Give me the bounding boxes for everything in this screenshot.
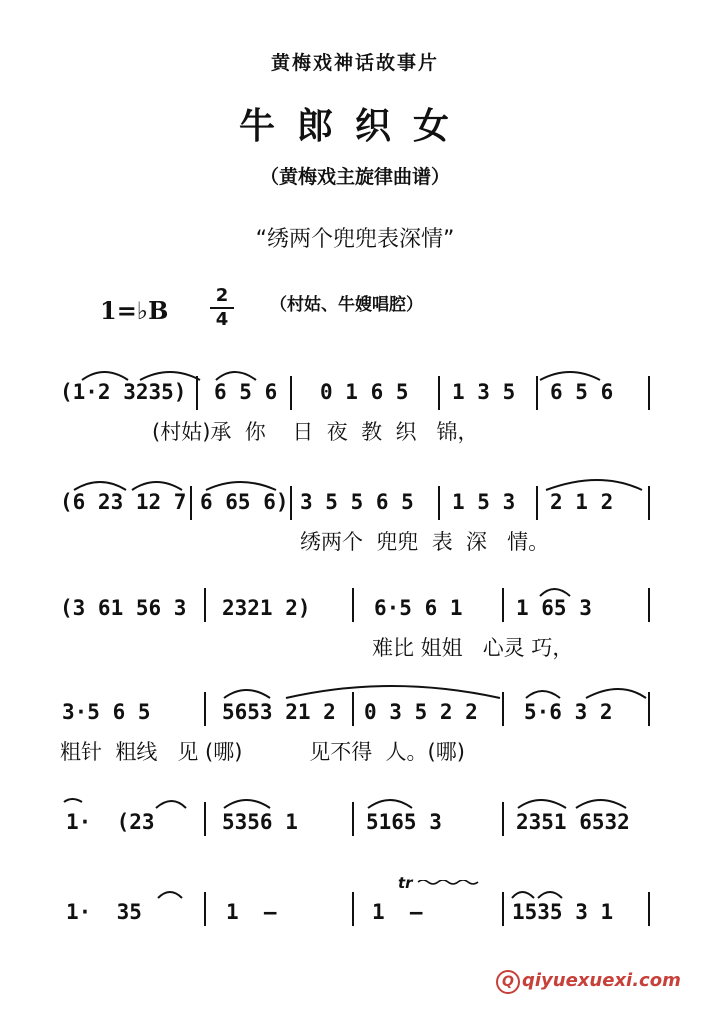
measure: 6·5 6 1 — [374, 596, 463, 620]
series-heading: 黄梅戏神话故事片 — [270, 52, 439, 74]
song-title: “绣两个兜兜表深情” — [255, 227, 455, 252]
slur-marks — [70, 474, 670, 494]
opera-title: 牛郎织女 — [238, 106, 471, 147]
measure: (3 61 56 3 — [60, 596, 187, 620]
measure: 5165 3 — [366, 810, 442, 834]
trill-mark: tr — [398, 874, 413, 892]
score-subtitle: （黄梅戏主旋律曲谱） — [259, 166, 450, 188]
measure: 1535 3 1 — [512, 900, 614, 924]
measure: 0 1 6 5 — [320, 380, 409, 404]
measure: 6 5 6 — [550, 380, 614, 404]
slur-marks — [200, 680, 660, 700]
measure: 2 1 2 — [550, 490, 614, 514]
measure: 6 5 6 — [214, 380, 278, 404]
lyrics-line: 粗针 粗线 见 (哪) 见不得 人。(哪) — [60, 740, 465, 764]
watermark-text: qiyuexuexi.com — [522, 970, 681, 991]
time-signature-top: 2 — [215, 285, 229, 306]
measure: 1 3 5 — [452, 380, 516, 404]
measure: 3 5 5 6 5 — [300, 490, 414, 514]
time-signature — [210, 286, 234, 330]
measure: 0 3 5 2 2 — [364, 700, 478, 724]
bar-line — [648, 588, 650, 622]
measure: 1 — — [372, 900, 423, 924]
measure: 1· (23 — [66, 810, 155, 834]
time-signature-bottom: 4 — [215, 309, 229, 330]
slur-marks — [70, 364, 670, 384]
measure: 5356 1 — [222, 810, 298, 834]
slur-marks — [500, 580, 620, 600]
measure: 5·6 3 2 — [524, 700, 613, 724]
measure: 1 65 3 — [516, 596, 592, 620]
lyrics-line: 绣两个 兜兜 表 深 情。 — [300, 530, 550, 554]
measure: 1· 35 — [66, 900, 142, 924]
singer-roles: （村姑、牛嫂唱腔） — [270, 295, 423, 315]
measure: 1 — — [226, 900, 277, 924]
watermark-logo-icon: Q — [496, 970, 520, 994]
lyrics-line: (村姑)承 你 日 夜 教 织 锦， — [152, 420, 479, 444]
key-signature: 1=♭B — [100, 296, 169, 325]
measure: 2351 6532 — [516, 810, 630, 834]
lyrics-line: 难比 姐姐 心灵 巧， — [372, 636, 574, 660]
bar-line — [204, 588, 206, 622]
site-watermark — [496, 970, 681, 994]
measure: 3·5 6 5 — [62, 700, 151, 724]
bar-line — [352, 588, 354, 622]
slur-marks — [60, 790, 660, 810]
measure: 2321 2) — [222, 596, 311, 620]
measure: (6 23 12 7 — [60, 490, 187, 514]
measure: 6 65 6) — [200, 490, 289, 514]
measure: 5653 21 2 — [222, 700, 336, 724]
measure: 1 5 3 — [452, 490, 516, 514]
measure: (1·2 3235) — [60, 380, 187, 404]
slur-marks — [60, 880, 660, 902]
